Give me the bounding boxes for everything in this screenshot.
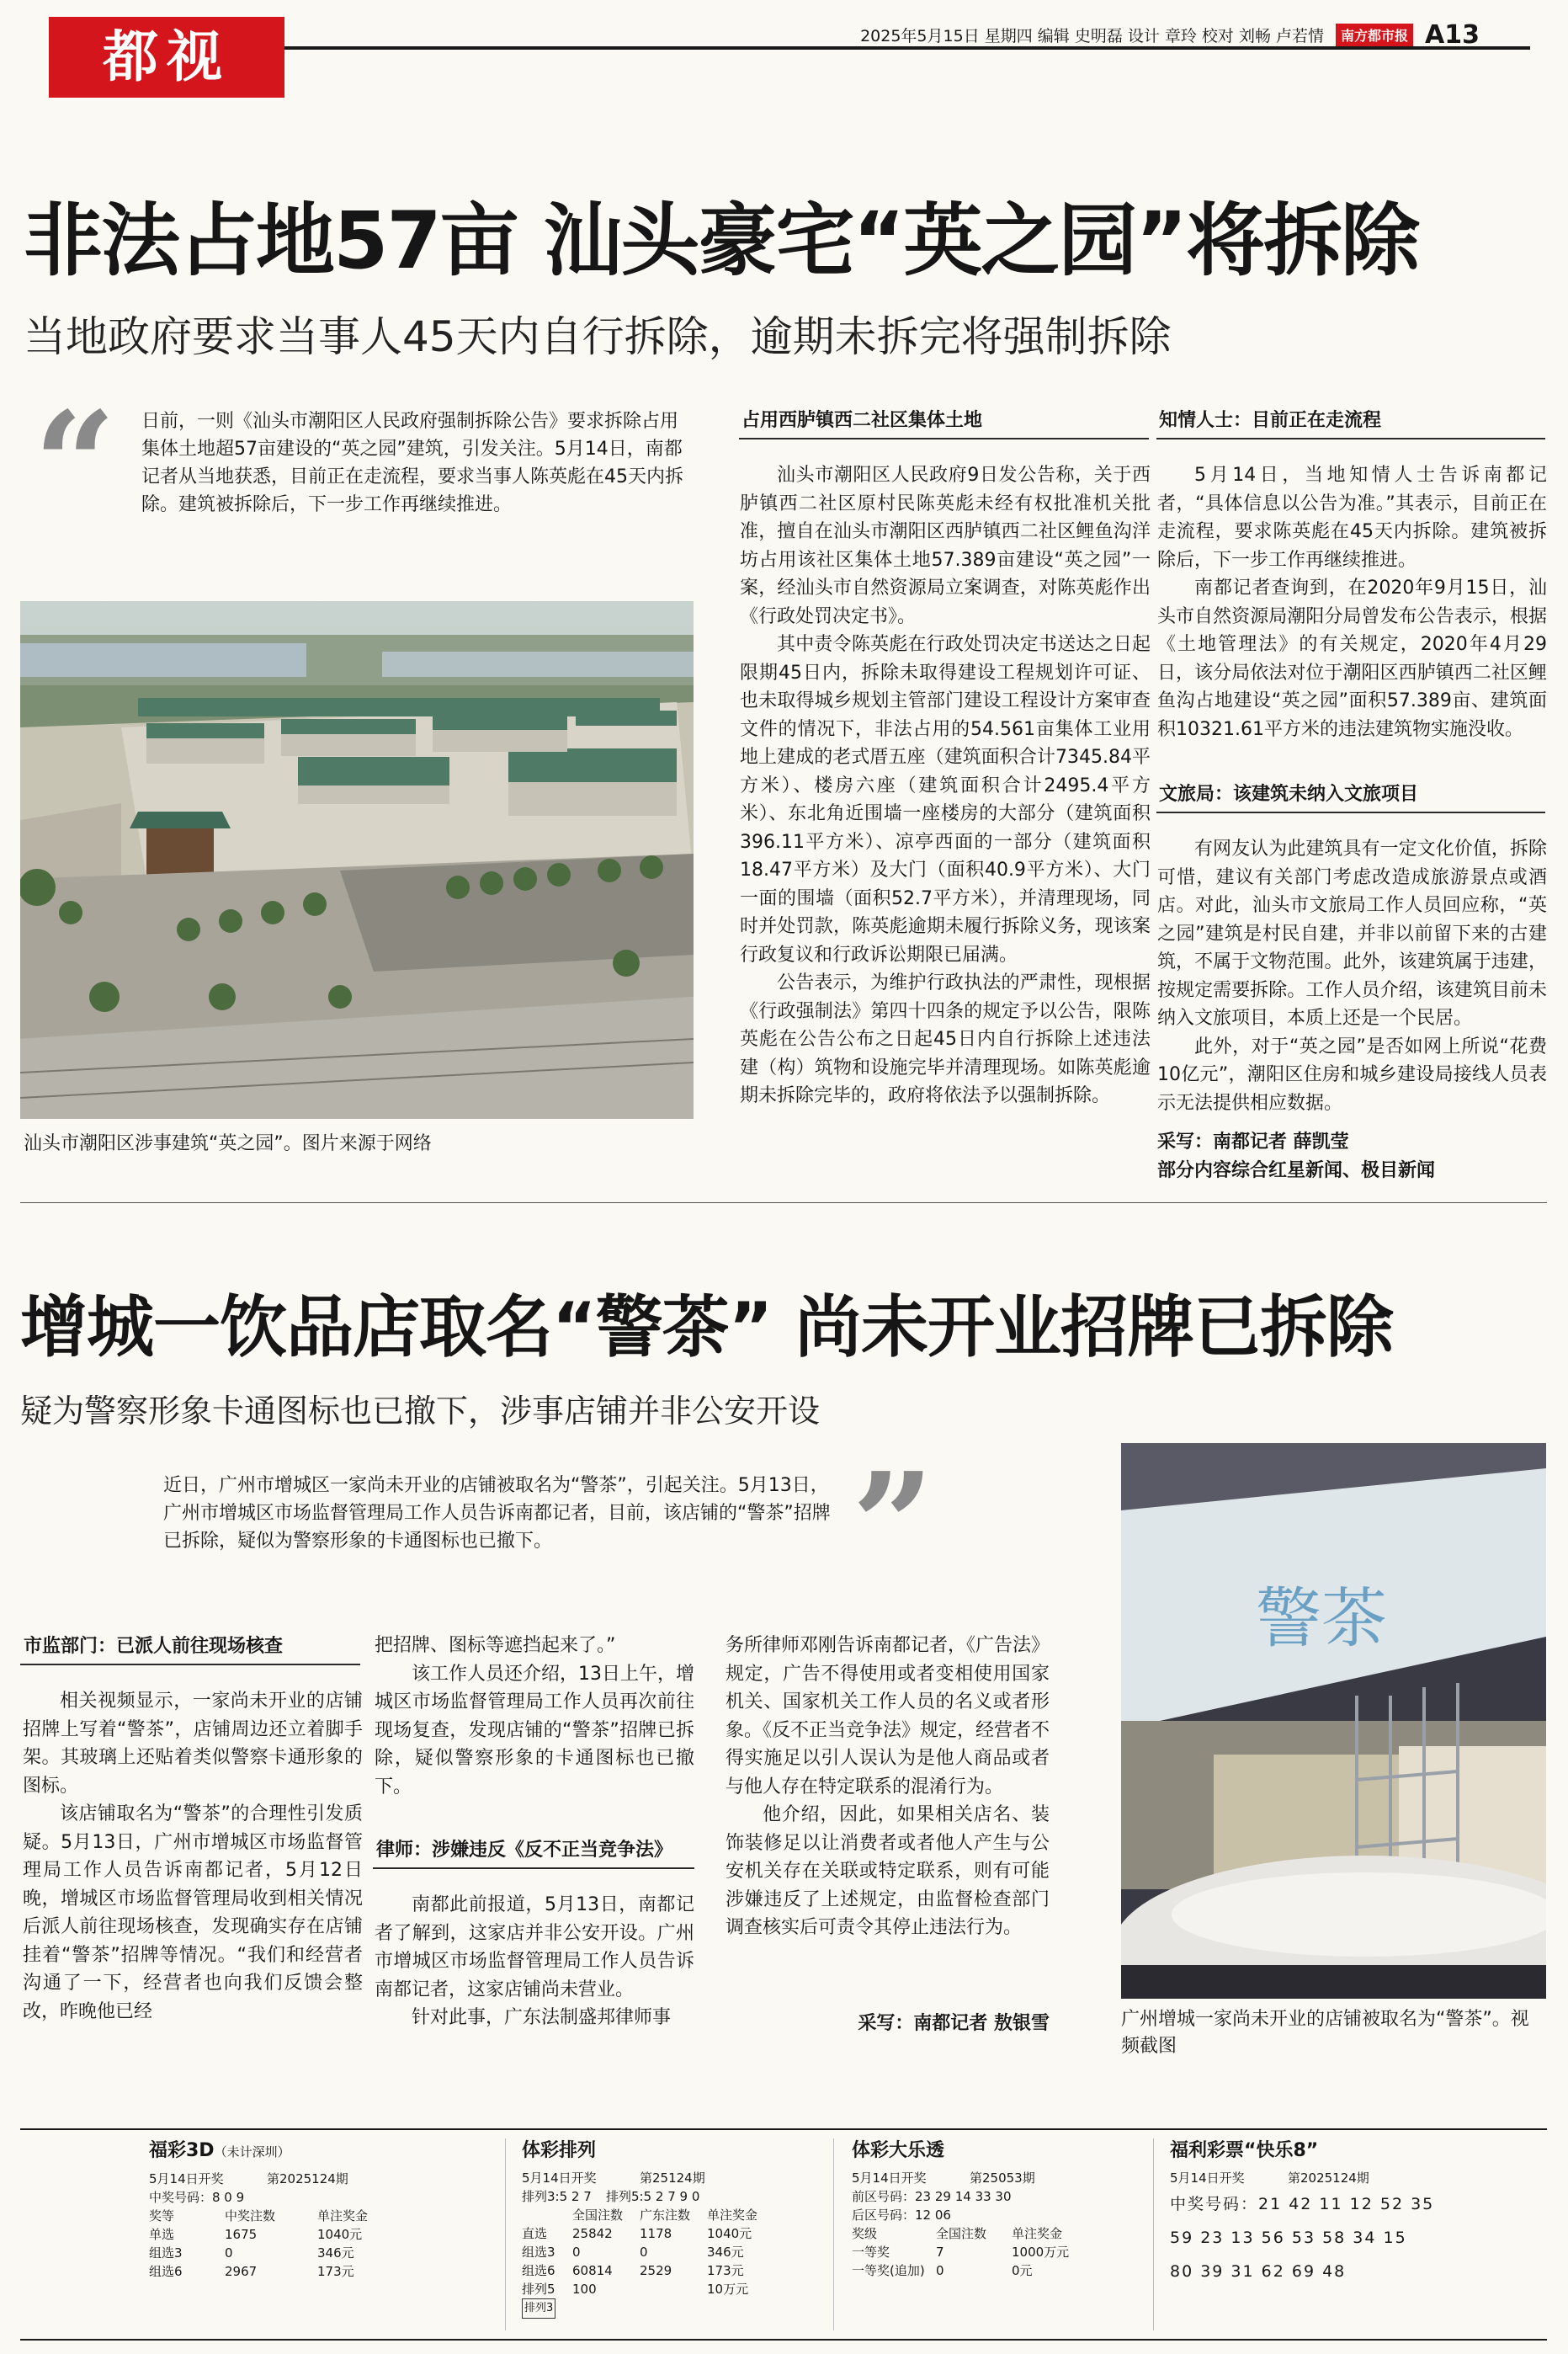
lottery-divider [833, 2138, 834, 2330]
paragraph: 他介绍，因此，如果相关店名、装饰装修足以让消费者或者他人产生与公安机关存在关联或特定联系，则有可能涉嫌违反了上述规定，由监督检查部门调查核实后可责令其停止违法行为。 [726, 1804, 1050, 1938]
paragraph: 5月14日，当地知情人士告诉南都记者，“具体信息以公告为准。”其表示，目前正在走流程，要求陈英彪在45天内拆除。建筑被拆除后，下一步工作再继续推进。 [1157, 465, 1547, 571]
newspaper-logo: 南方都市报 [1336, 24, 1413, 46]
lottery-title: 福彩3D [149, 2140, 215, 2161]
draw-date: 5月14日开奖 [1170, 2170, 1245, 2186]
story2-column-2b [375, 1891, 694, 2032]
table-row: 组选3 0 0 346元 [522, 2245, 744, 2260]
open-quote-icon: “ [34, 381, 116, 549]
page-number: A13 [1425, 20, 1480, 50]
paragraph: 南都记者查询到，在2020年9月15日，汕头市自然资源局潮阳分局曾发布公告表示，根据《土地管理法》的有关规定，2020年4月29日，该分局依法对位于潮阳区西胪镇西二社区鲤鱼沟占地建设“英之园”面积57.389亩、建筑面积10321.61平方米的违法建筑物实施没收。 [1157, 578, 1547, 740]
draw-issue: 第2025124期 [267, 2171, 348, 2186]
page-bottom-rule [20, 2339, 1547, 2341]
story1-column-2 [740, 461, 1151, 1110]
lottery-divider [505, 2138, 506, 2330]
section-rule [1156, 438, 1545, 439]
table-row: 组选6 2967 173元 [149, 2264, 354, 2279]
table-row: 组选6 60814 2529 173元 [522, 2263, 744, 2278]
table-row: 直选 25842 1178 1040元 [522, 2226, 752, 2241]
front-numbers: 前区号码：23 29 14 33 30 [852, 2189, 1012, 2204]
winning-numbers-line: 59 23 13 56 53 58 34 15 [1170, 2229, 1407, 2247]
table-header: 奖级 全国注数 单注奖金 [852, 2226, 1063, 2241]
draw-date: 5月14日开奖 [149, 2171, 224, 2186]
paragraph: 汕头市潮阳区人民政府9日发公告称，关于西胪镇西二社区原村民陈英彪未经有权批准机关批准，擅自在汕头市潮阳区西胪镇西二社区鲤鱼沟洋坊占用该社区集体土地57.389亩建设“英之园”一案，经汕头市自然资源局立案调查，对陈英彪作出《行政处罚决定书》。 [740, 465, 1151, 627]
header-info [860, 20, 1480, 50]
lottery-tcpl [522, 2138, 800, 2319]
byline-sources: 部分内容综合红星新闻、极目新闻 [1157, 1159, 1436, 1181]
section-rule [739, 438, 1149, 439]
story1-photo-caption: 汕头市潮阳区涉事建筑“英之园”。图片来源于网络 [24, 1133, 432, 1154]
table-header: 全国注数 广东注数 单注奖金 [572, 2208, 758, 2223]
story1-section-heading-insider: 知情人士：目前正在走流程 [1159, 410, 1382, 431]
table-row: 单选 1675 1040元 [149, 2227, 363, 2242]
shop-sign-text: 警茶 [1256, 1581, 1388, 1657]
story2-section-heading-lawyer: 律师：涉嫌违反《反不正当竞争法》 [376, 1840, 673, 1861]
story2-column-3 [726, 1632, 1050, 1942]
paragraph: 南都此前报道，5月13日，南都记者了解到，这家店并非公安开设。广州市增城区市场监督管理局工作人员告诉南都记者，这家店铺尚未营业。 [375, 1894, 694, 2000]
winning-numbers-line: 中奖号码：21 42 11 12 52 35 [1170, 2195, 1435, 2213]
draw-issue: 第2025124期 [1288, 2170, 1369, 2186]
back-numbers: 后区号码：12 06 [852, 2208, 951, 2223]
paragraph: 针对此事，广东法制盛邦律师事 [412, 2007, 672, 2028]
lottery-fc3d [149, 2138, 469, 2281]
paragraph: 此外，对于“英之园”是否如网上所说“花费10亿元”，潮阳区住房和城乡建设局接线人员表示无法提供相应数据。 [1157, 1036, 1547, 1114]
table-row: 组选3 0 346元 [149, 2245, 354, 2261]
lottery-kl8 [1170, 2138, 1532, 2288]
lottery-title-note: （未计深圳） [214, 2144, 290, 2160]
story2-section-heading-regulator: 市监部门：已派人前往现场核查 [24, 1636, 284, 1657]
group-tag: 排列3 [522, 2298, 555, 2319]
paragraph: 该店铺取名为“警茶”的合理性引发质疑。5月13日，广州市增城区市场监督管理局工作人员告诉南都记者，5月12日晚，增城区市场监督管理局收到相关情况后派人前往现场核查，发现确实存在店铺挂着“警茶”招牌等情况。“我们和经营者沟通了一下，经营者也向我们反馈会整改，昨晚他已经 [23, 1803, 363, 2022]
story1-column-3a [1157, 461, 1547, 743]
story1-section-heading-land: 占用西胪镇西二社区集体土地 [741, 410, 983, 431]
story2-subheadline: 疑为警察形象卡通图标也已撤下，涉事店铺并非公安开设 [20, 1393, 821, 1430]
story1-column-3b [1157, 835, 1547, 1117]
lottery-top-rule [20, 2128, 1547, 2130]
close-quote-icon: ” [852, 1441, 934, 1610]
story1-headline: 非法占地57亩 汕头豪宅“英之园”将拆除 [24, 195, 1419, 287]
aerial-compound-illustration [20, 601, 694, 1119]
story1-byline [1157, 1128, 1547, 1185]
p5-numbers: 排列5:5 2 7 9 0 [606, 2189, 700, 2204]
paragraph-continued: 把招牌、图标等遮挡起来了。” [375, 1635, 616, 1656]
lottery-divider [1153, 2138, 1154, 2330]
shopfront-illustration [1121, 1443, 1546, 1999]
lottery-title: 体彩排列 [522, 2140, 597, 2161]
story2-byline: 采写：南都记者 敖银雪 [858, 2013, 1050, 2034]
paragraph-continued: 务所律师邓刚告诉南都记者，《广告法》规定，广告不得使用或者变相使用国家机关、国家机关工作人员的名义或者形象。《反不正当竞争法》规定，经营者不得实施足以引人误认为是他人商品或者与他人存在特定联系的混淆行为。 [726, 1635, 1050, 1797]
section-rule [20, 1664, 360, 1665]
story2-headline: 增城一饮品店取名“警茶” 尚未开业招牌已拆除 [20, 1288, 1394, 1366]
draw-date: 5月14日开奖 [522, 2170, 597, 2186]
paragraph: 有网友认为此建筑具有一定文化价值，拆除可惜，建议有关部门考虑改造成旅游景点或酒店。对此，汕头市文旅局工作人员回应称，“英之园”建筑是村民自建，并非以前留下来的古建筑，不属于文物范围。此外，该建筑属于违建，按规定需要拆除。工作人员介绍，该建筑目前未纳入文旅项目，本质上还是一个民居。 [1157, 839, 1547, 1029]
story1-photo[interactable] [20, 601, 694, 1119]
lottery-title: 福利彩票“快乐8” [1170, 2140, 1319, 2161]
story2-photo-caption: 广州增城一家尚未开业的店铺被取名为“警茶”。视频截图 [1121, 2009, 1529, 2057]
story2-column-2a [375, 1632, 694, 1801]
paragraph: 其中责令陈英彪在行政处罚决定书送达之日起限期45日内，拆除未取得建设工程规划许可证、也未取得城乡规划主管部门建设工程设计方案审查文件的情况下，非法占用的54.561亩集体工业用地上建成的老式厝五座（建筑面积合计7345.84平方米）、楼房六座（建筑面积合计2495.4平方米）、东北角近围墙一座楼房的大部分（建筑面积396.11平方米）、凉亭西面的一部分（建筑面积18.47平方米）及大门（面积40.9平方米）、大门一面的围墙（面积52.7平方米），并清理现场，同时并处罚款，陈英彪逾期未履行拆除义务，现该案行政复议和行政诉讼期限已届满。 [740, 634, 1151, 966]
story1-subheadline: 当地政府要求当事人45天内自行拆除，逾期未拆完将强制拆除 [24, 312, 1172, 361]
issue-info: 2025年5月15日 星期四 编辑 史明磊 设计 章玲 校对 刘畅 卢若情 [860, 27, 1325, 45]
table-row: 排列5 100 10万元 [522, 2282, 749, 2297]
winning-numbers: 中奖号码：8 0 9 [149, 2190, 245, 2205]
byline-reporter: 采写：南都记者 薛凯莹 [1157, 1132, 1349, 1153]
winning-numbers-line: 80 39 31 62 69 48 [1170, 2262, 1347, 2281]
paragraph: 公告表示，为维护行政执法的严肃性，现根据《行政强制法》第四十四条的规定予以公告，限陈英彪在公告公布之日起45日内自行拆除上述违法建（构）筑物和设施完毕并清理现场。如陈英彪逾期未拆除完毕的，政府将依法予以强制拆除。 [740, 972, 1151, 1106]
section-rule [373, 1867, 694, 1869]
table-row: 一等奖 7 1000万元 [852, 2245, 1070, 2260]
story2-lead: 近日，广州市增城区一家尚未开业的店铺被取名为“警茶”，引起关注。5月13日，广州市增城区市场监督管理局工作人员告诉南都记者，目前，该店铺的“警茶”招牌已拆除，疑似为警察形象的卡通图标也已撤下。 [163, 1475, 831, 1552]
paragraph: 该工作人员还介绍，13日上午，增城区市场监督管理局工作人员再次前往现场复查，发现店铺的“警茶”招牌已拆除，疑似警察形象的卡通图标也已撤下。 [375, 1663, 694, 1797]
section-badge: 都视 [49, 17, 284, 98]
draw-date: 5月14日开奖 [852, 2170, 927, 2186]
story2-column-1 [23, 1687, 363, 2026]
p3-numbers: 排列3:5 2 7 [522, 2189, 592, 2204]
paragraph: 相关视频显示，一家尚未开业的店铺招牌上写着“警茶”，店铺周边还立着脚手架。其玻璃上还贴着类似警察卡通形象的图标。 [23, 1691, 363, 1797]
table-header: 奖等 中奖注数 单注奖金 [149, 2208, 369, 2224]
table-row: 一等奖(追加) 0 0元 [852, 2263, 1033, 2278]
lottery-title: 体彩大乐透 [852, 2140, 945, 2161]
story1-lead: 日前，一则《汕头市潮阳区人民政府强制拆除公告》要求拆除占用集体土地超57亩建设的“英之园”建筑，引发关注。5月14日，南都记者从当地获悉，目前正在走流程，要求当事人陈英彪在45天内拆除。建筑被拆除后，下一步工作再继续推进。 [141, 411, 683, 515]
draw-issue: 第25124期 [640, 2170, 705, 2186]
section-rule [1156, 812, 1545, 813]
story2-photo[interactable] [1121, 1443, 1546, 1999]
lottery-dlt [852, 2138, 1113, 2280]
story-separator [20, 1202, 1547, 1203]
story1-section-heading-tourism: 文旅局：该建筑未纳入文旅项目 [1159, 784, 1419, 805]
draw-issue: 第25053期 [970, 2170, 1035, 2186]
